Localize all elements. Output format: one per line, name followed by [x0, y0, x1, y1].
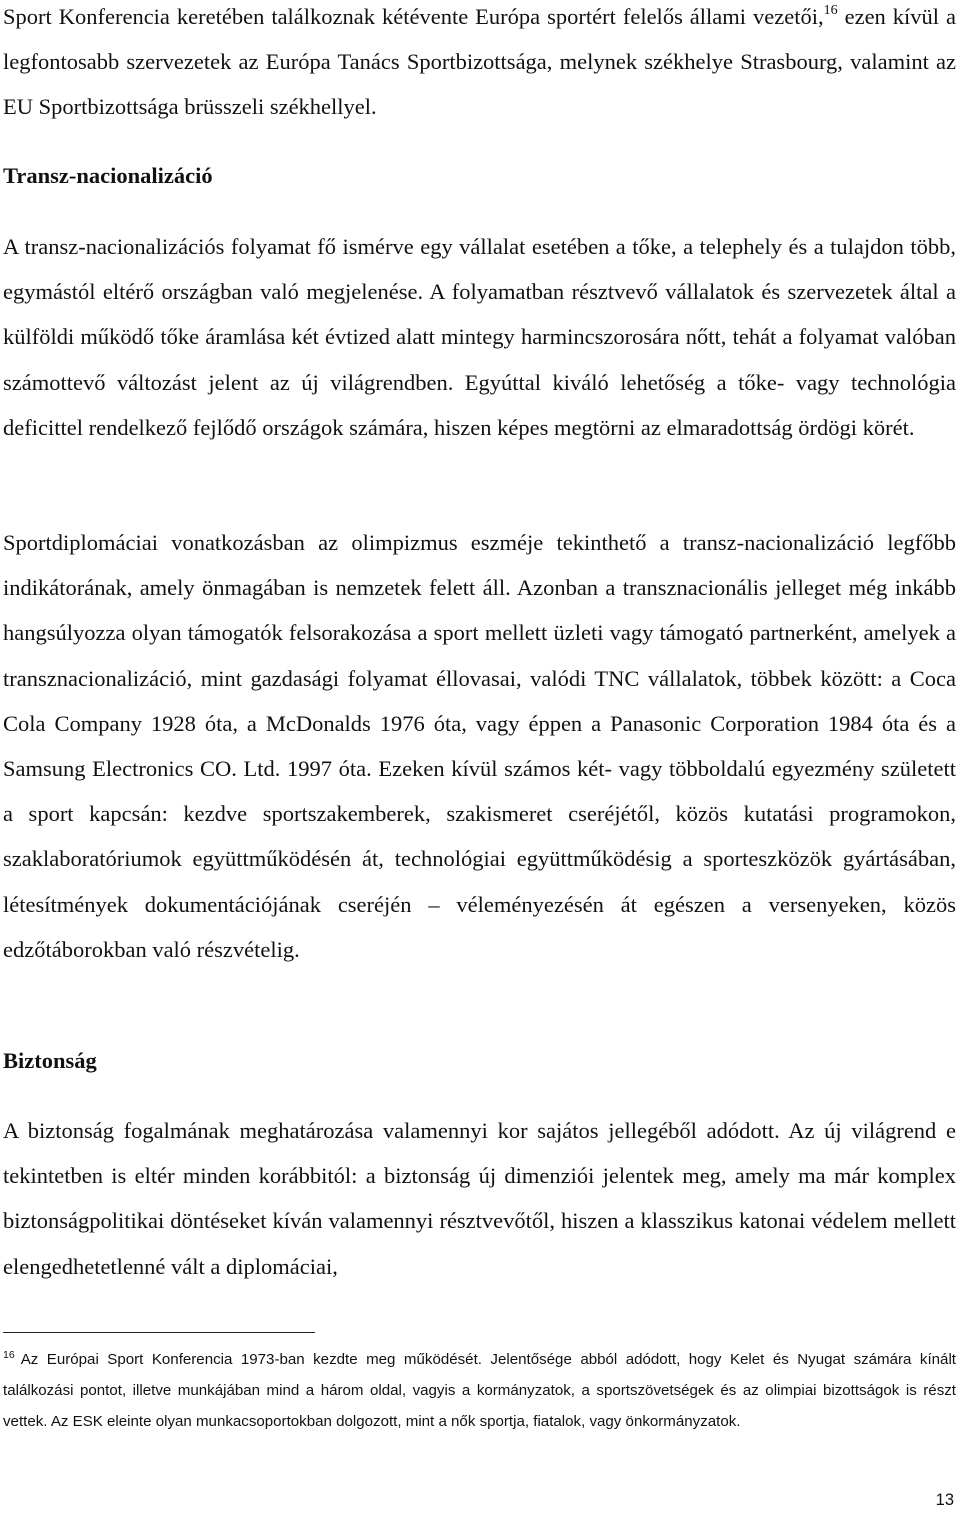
page-number: 13 [935, 1491, 954, 1509]
footnote [3, 1345, 956, 1437]
intro-text-continued: ezen kívül a legfontosabb szervezetek az Európa Tanács Sportbizottsága, melynek székhelye Strasbourg, valamint az EU Sportbizottsága brüsszeli székhellyel. [3, 4, 956, 120]
body-paragraph: A biztonság fogalmának meghatározása valamennyi kor sajátos jellegéből adódott. Az új világrend e tekintetben is eltér minden korábbitól: a biztonság új dimenziói jelentek meg, amely ma már komplex biztonságpolitikai döntéseket kíván valamennyi résztvevőtől, hiszen a klasszikus katonai védelem mellett elengedhetetlenné vált a diplomáciai, [3, 1118, 956, 1279]
body-paragraph: A transz-nacionalizációs folyamat fő ismérve egy vállalat esetében a tőke, a telephely és a tulajdon több, egymástól eltérő országban való megjelenése. A folyamatban résztvevő vállalatok és szervezetek által a külföldi működő tőke áramlása két évtized alatt mintegy harmincszorosára nőtt, tehát a folyamat valóban számottevő változást jelent az új világrendben. Egyúttal kiváló lehetőség a tőke- vagy technológia deficittel rendelkező fejlődő országok számára, hiszen képes megtörni az elmaradottság ördögi körét. [3, 234, 956, 440]
footnote-reference[interactable]: 16 [823, 2, 838, 18]
intro-paragraph [3, 0, 956, 130]
footnote-mark: 16 [3, 1348, 15, 1361]
intro-text: Sport Konferencia keretében találkoznak kétévente Európa sportért felelős állami vezetői, [3, 4, 824, 29]
section-heading-transz-nacionalizacio: Transz-nacionalizáció [3, 163, 213, 188]
section-heading-biztonsag: Biztonság [3, 1048, 97, 1073]
footnote-text: Az Európai Sport Konferencia 1973-ban kezdte meg működését. Jelentősége abból adódott, hogy Kelet és Nyugat számára kínált találkozási pontot, illetve munkájában mind a három oldal, vagyis a kormányzatok, a sportszövetségek és az olimpiai bizottságok is részt vettek. Az ESK eleinte olyan munkacsoportokban dolgozott, mint a nők sportja, fiatalok, vagy önkormányzatok. [3, 1351, 956, 1430]
body-paragraph: Sportdiplomáciai vonatkozásban az olimpizmus eszméje tekinthető a transz-nacionalizáció legfőbb indikátorának, amely önmagában is nemzetek felett áll. Azonban a transznacionális jelleget még inkább hangsúlyozza olyan támogatók felsorakozása a sport mellett üzleti vagy támogató partnerként, amelyek a transznacionalizáció, mint gazdasági folyamat éllovasai, valódi TNC vállalatok, többek között: a Coca Cola Company 1928 óta, a McDonalds 1976 óta, vagy éppen a Panasonic Corporation 1984 óta és a Samsung Electronics CO. Ltd. 1997 óta. Ezeken kívül számos két- vagy többoldalú egyezmény született a sport kapcsán: kezdve sportszakemberek, szakismeret cseréjétől, közös kutatási programokon, szaklaboratóriumok együttműködésén át, technológiai együttműködésig a sporteszközök gyártásában, létesítmények dokumentációjának cseréjén – véleményezésén át egészen a versenyeken, közös edzőtáborokban való részvételig. [3, 530, 956, 962]
footnote-separator [3, 1332, 315, 1333]
